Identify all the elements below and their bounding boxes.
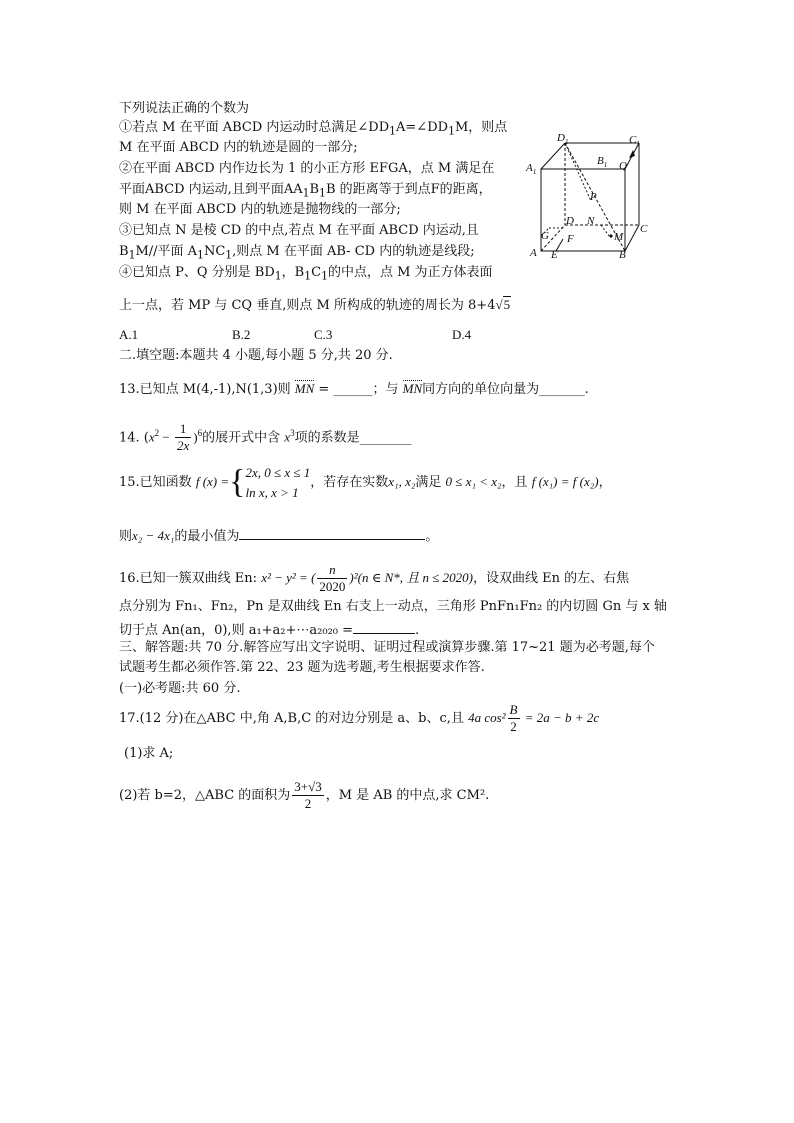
q12-statement-4-cont: 上一点，若 MP 与 CQ 垂直,则点 M 所构成的轨迹的周长为 8+4√5	[119, 297, 511, 313]
section-3-line2: 试题考生都必须作答.第 22、23 题为选考题,考生根据要求作答.	[119, 660, 485, 675]
section-3-line1: 三、解答题:共 70 分.解答应写出文字说明、证明过程或演算步骤.第 17~21 题为必考题,每个	[119, 640, 655, 655]
q17-part1: (1)求 A;	[124, 746, 174, 761]
vector-mn: MN	[294, 381, 315, 396]
option-a: A.1	[119, 327, 139, 342]
q17-part2: (2)若 b=2，△ABC 的面积为 $\frac{3+√3}{2}$ ，M 是 AB 的中点,求 CM².	[119, 779, 490, 811]
label-c1: $C_1$	[629, 134, 640, 148]
q16-line2: 点分别为 Fn₁、Fn₂，Pn 是双曲线 En 右支上一动点，三角形 PnFn₁Fn₂ 的内切圆 Gn 与 x 轴	[119, 599, 667, 614]
q12-statement-3: ③已知点 N 是棱 CD 的中点,若点 M 在平面 ABCD 内运动,且	[119, 223, 479, 238]
cube-figure	[523, 131, 653, 259]
q12-statement-1-cont: M 在平面 ABCD 内的轨迹是圆的一部分;	[119, 140, 358, 155]
q14: 14. ($x^2$ − $\frac{1}{2x}$ )$^6$的展开式中含 $x^3$项的系数是________	[119, 421, 412, 454]
q17: 17.(12 分)在△ABC 中,角 A,B,C 的对边分别是 a、b、c,且 4a cos² $\frac{B}{2}$ = 2a − b + 2c	[119, 702, 600, 734]
label-d: D	[566, 215, 574, 227]
q12-statement-2-end: 则 M 在平面 ABCD 内的轨迹是抛物线的一部分;	[119, 202, 401, 217]
label-g: G	[541, 230, 549, 242]
label-b: B	[619, 249, 626, 259]
label-m: M	[614, 231, 624, 243]
label-e: E	[551, 249, 558, 259]
option-c: C.3	[314, 327, 333, 342]
q12-statement-1: ①若点 M 在平面 ABCD 内运动时总满足$\angle DD_1A=\angle DD_1M$，则点	[119, 120, 508, 138]
label-b1: $B_1$	[597, 155, 608, 169]
q12-statement-2-cont: 平面ABCD 内运动,且到平面$AA_1B_1B$ 的距离等于到点F的距离，	[119, 182, 492, 200]
label-p: P	[590, 191, 597, 203]
point-m-dot	[609, 234, 612, 237]
option-d: D.4	[452, 327, 472, 342]
label-c: C	[640, 223, 648, 235]
q12-statement-3-cont: $B_1M//$平面 $A_1NC_1$,则点 M 在平面 AB- CD 内的轨迹是线段;	[119, 244, 475, 262]
q12-stem: 下列说法正确的个数为	[119, 101, 250, 116]
q12-statement-4: ④已知点 P、Q 分别是 $BD_1$，$B_1C_1$的中点，点 M 为正方体表面	[119, 265, 493, 283]
q16-answer-blank[interactable]	[353, 619, 415, 634]
q16-line3: 切于点 An(an，0),则 a₁+a₂+⋯a₂₀₂₀ = .	[119, 619, 419, 640]
label-f: F	[567, 233, 574, 245]
option-b: B.2	[232, 327, 251, 342]
label-n: N	[587, 215, 595, 227]
vector-mn-2: MN	[402, 381, 423, 396]
q16: 16.已知一簇双曲线 En: x² − y² = ( $\frac{n}{2020}$ )²(n ∈ N*, 且 n ≤ 2020)，设双曲线 En 的左、右焦	[119, 562, 630, 594]
q15: 15.已知函数 f (x) ={ 2x, 0 ≤ x ≤ 1 ln x, x > 1 ，若存在实数x₁, x₂满足 0 ≤ x₁ < x₂，且 f (x₁) = f (x₂)，	[119, 463, 612, 501]
q15-cont: 则x₂ − 4x₁的最小值为 。	[119, 525, 438, 546]
section-2-header: 二.填空题:本题共 4 小题,每小题 5 分,共 20 分.	[119, 348, 393, 363]
label-q: Q	[619, 160, 627, 172]
q12-statement-2: ②在平面 ABCD 内作边长为 1 的小正方形 EFGA，点 M 满足在	[119, 161, 495, 176]
label-d1: $D_1$	[557, 132, 569, 146]
q13: 13.已知点 M(4,-1),N(1,3)则 MN = ______；与 MN同方向的单位向量为_______.	[119, 381, 589, 397]
section-3-line3: (一)必考题:共 60 分.	[119, 681, 241, 696]
label-a: A	[530, 247, 537, 259]
q15-answer-blank[interactable]	[239, 525, 425, 540]
label-a1: $A_1$	[526, 162, 537, 176]
